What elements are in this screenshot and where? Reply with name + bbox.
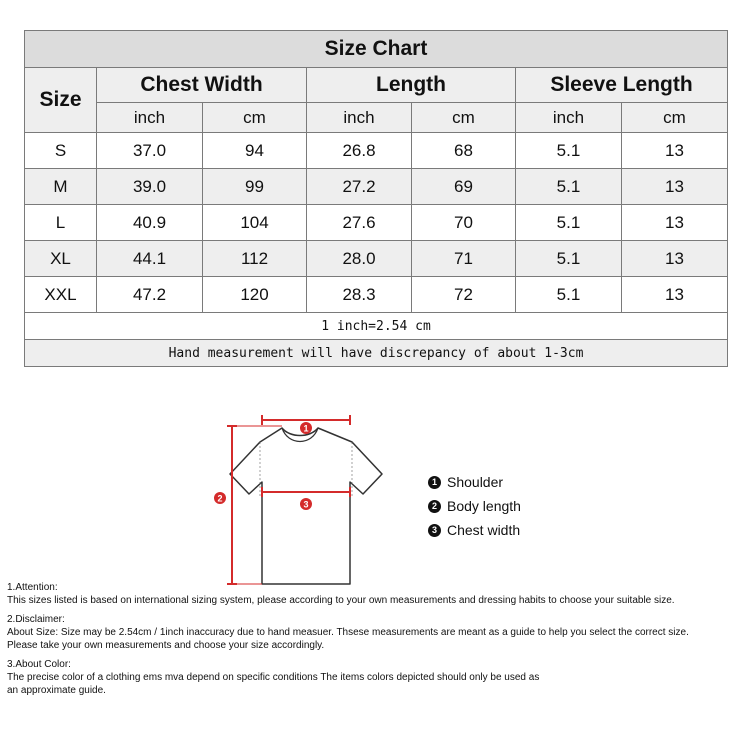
chest-inch-cell: 47.2 <box>97 277 203 313</box>
size-cell: M <box>25 169 97 205</box>
note-line: an approximate guide. <box>7 685 106 696</box>
svg-text:2: 2 <box>217 493 223 504</box>
size-cell: XXL <box>25 277 97 313</box>
note-heading: 2.Disclaimer: <box>7 614 65 625</box>
length-inch-cell: 28.0 <box>307 241 412 277</box>
sleeve-inch-cell: 5.1 <box>516 241 622 277</box>
unit-header: inch <box>307 103 412 133</box>
marker-chest <box>300 498 312 510</box>
length-inch-cell: 27.6 <box>307 205 412 241</box>
note-line: This sizes listed is based on international sizing system, please according to your own measurements and dressing habits to choose your suitable size. <box>7 595 675 606</box>
marker-body-length <box>214 492 226 504</box>
unit-header: inch <box>97 103 203 133</box>
length-inch-cell: 26.8 <box>307 133 412 169</box>
legend-item <box>428 494 521 518</box>
sleeve-cm-cell: 13 <box>622 241 728 277</box>
size-cell: XL <box>25 241 97 277</box>
note-line: The precise color of a clothing ems mva depend on specific conditions The items colors depicted should only be used as <box>7 672 540 683</box>
chest-inch-cell: 44.1 <box>97 241 203 277</box>
chest-cm-cell: 94 <box>203 133 307 169</box>
sleeve-inch-cell: 5.1 <box>516 133 622 169</box>
legend-number-badge: 2 <box>428 500 441 513</box>
legend-number-badge: 3 <box>428 524 441 537</box>
notes-section <box>7 581 747 703</box>
measurement-legend <box>428 470 521 542</box>
sleeve-inch-cell: 5.1 <box>516 205 622 241</box>
legend-item <box>428 470 521 494</box>
length-cm-cell: 71 <box>412 241 516 277</box>
chest-inch-cell: 39.0 <box>97 169 203 205</box>
svg-text:3: 3 <box>303 499 309 510</box>
chest-inch-cell: 40.9 <box>97 205 203 241</box>
table-row <box>25 133 728 169</box>
note-heading: 1.Attention: <box>7 582 58 593</box>
length-cm-cell: 70 <box>412 205 516 241</box>
legend-label: Chest width <box>447 522 521 538</box>
chest-cm-cell: 120 <box>203 277 307 313</box>
header-chest-width: Chest Width <box>97 68 307 103</box>
size-cell: L <box>25 205 97 241</box>
legend-label: Shoulder <box>447 474 504 490</box>
length-cm-cell: 72 <box>412 277 516 313</box>
marker-shoulder <box>300 422 312 434</box>
note-line: Please take your own measurements and choose your size accordingly. <box>7 640 325 651</box>
svg-text:1: 1 <box>303 423 309 434</box>
chest-cm-cell: 112 <box>203 241 307 277</box>
note-color <box>7 658 747 697</box>
header-length: Length <box>307 68 516 103</box>
unit-header: cm <box>203 103 307 133</box>
header-size: Size <box>25 68 97 133</box>
header-sleeve-length: Sleeve Length <box>516 68 728 103</box>
note-disclaimer <box>7 613 747 652</box>
measurement-note: Hand measurement will have discrepancy of about 1-3cm <box>25 340 728 367</box>
length-cm-cell: 69 <box>412 169 516 205</box>
tshirt-diagram <box>212 412 392 592</box>
chest-cm-cell: 99 <box>203 169 307 205</box>
length-inch-cell: 28.3 <box>307 277 412 313</box>
table-row <box>25 169 728 205</box>
length-cm-cell: 68 <box>412 133 516 169</box>
unit-header: cm <box>622 103 728 133</box>
sleeve-cm-cell: 13 <box>622 277 728 313</box>
sleeve-cm-cell: 13 <box>622 133 728 169</box>
note-heading: 3.About Color: <box>7 659 71 670</box>
note-line: About Size: Size may be 2.54cm / 1inch inaccuracy due to hand measuer. Thsese measurements are meant as a guide to help you select the correct size. <box>7 627 689 638</box>
size-chart-table <box>24 30 728 367</box>
sleeve-cm-cell: 13 <box>622 205 728 241</box>
length-inch-cell: 27.2 <box>307 169 412 205</box>
table-row <box>25 277 728 313</box>
unit-header: inch <box>516 103 622 133</box>
table-row <box>25 241 728 277</box>
sleeve-inch-cell: 5.1 <box>516 277 622 313</box>
legend-label: Body length <box>447 498 521 514</box>
table-title: Size Chart <box>25 31 728 68</box>
legend-number-badge: 1 <box>428 476 441 489</box>
conversion-note: 1 inch=2.54 cm <box>25 313 728 340</box>
unit-header: cm <box>412 103 516 133</box>
legend-item <box>428 518 521 542</box>
chest-inch-cell: 37.0 <box>97 133 203 169</box>
note-attention <box>7 581 747 607</box>
sleeve-cm-cell: 13 <box>622 169 728 205</box>
size-cell: S <box>25 133 97 169</box>
sleeve-inch-cell: 5.1 <box>516 169 622 205</box>
chest-cm-cell: 104 <box>203 205 307 241</box>
table-row <box>25 205 728 241</box>
